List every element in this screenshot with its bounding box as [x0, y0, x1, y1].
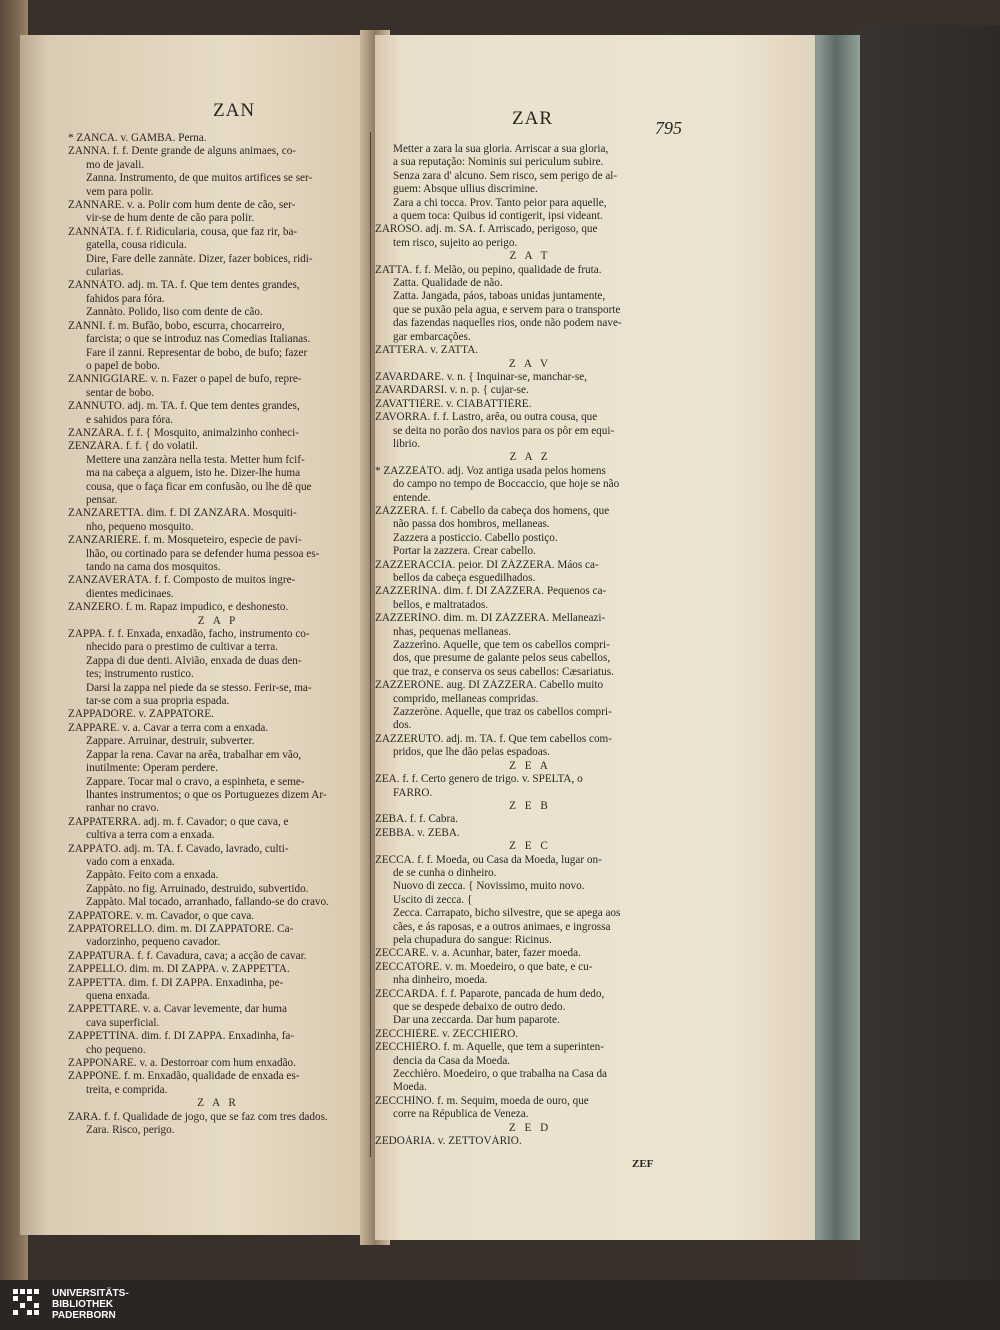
section-letters: Z E C — [509, 840, 551, 853]
dictionary-line: Zappare. Arruinar, destruir, subverter. — [86, 735, 255, 748]
dictionary-line: ZAPPADÒRE. v. ZAPPATORE. — [68, 708, 214, 721]
dictionary-line: guem: Absque ullius discrimine. — [393, 183, 538, 196]
dictionary-line: ZEBA. f. f. Cabra. — [375, 813, 458, 826]
dictionary-line: pela chupadura do sangue: Ricinus. — [393, 933, 552, 946]
dictionary-line: mo de javali. — [86, 158, 145, 171]
library-name-line: UNIVERSITÄTS- — [52, 1288, 129, 1299]
dictionary-line: gar embarcações. — [393, 330, 471, 343]
dictionary-line: ZENZÀRA. f. f. { do volatil. — [68, 440, 198, 453]
dictionary-line: ZANZERO. f. m. Rapaz impudico, e deshonesto. — [68, 601, 289, 614]
dictionary-line: entende. — [393, 491, 431, 504]
dictionary-line: Zecca. Carrapato, bicho silvestre, que se apega aos — [393, 907, 621, 920]
dictionary-line: vadorzinho, pequeno cavador. — [86, 936, 221, 949]
dictionary-line: o papel de bobo. — [86, 359, 160, 372]
dictionary-line: ZEBBA. v. ZEBA. — [375, 826, 460, 839]
dictionary-line: ZÀZZERA. f. f. Cabello da cabeça dos homens, que — [375, 504, 610, 517]
section-letters: Z A Z — [509, 451, 551, 464]
dictionary-line: ZAPPATERRA. adj. m. f. Cavador; o que cava, e — [68, 815, 289, 828]
dictionary-line: ZAPPARE. v. a. Cavar a terra com a enxada. — [68, 721, 269, 734]
dictionary-line: dos, que presume de galante pelos seus cabellos, — [393, 652, 611, 665]
dictionary-line: cava superficial. — [86, 1016, 160, 1029]
dictionary-line: ZANZÀRA. f. f. { Mosquito, animalzinho conheci- — [68, 426, 299, 439]
dictionary-line: ZAVARDARSI. v. n. p. { cujar-se. — [375, 384, 529, 397]
dictionary-line: ZECCHIÈRE. v. ZECCHIÈRO. — [375, 1027, 519, 1040]
dictionary-line: ZARA. f. f. Qualidade de jogo, que se faz com tres dados. — [68, 1110, 328, 1123]
dictionary-line: ZANNIGGIARE. v. n. Fazer o papel de bufo, repre- — [68, 373, 302, 386]
dictionary-line: não passa dos hombros, mellaneas. — [393, 518, 550, 531]
dictionary-line: nho, pequeno mosquito. — [86, 520, 194, 533]
dictionary-line: Dire, Fare delle zannàte. Dizer, fazer bobices, ridi- — [86, 252, 313, 265]
dictionary-line: treita, e comprida. — [86, 1083, 168, 1096]
dictionary-line: sentar de bobo. — [86, 386, 155, 399]
dictionary-line: cularias. — [86, 266, 124, 279]
dictionary-line: ZEA. f. f. Certo genero de trigo. v. SPELTA, o — [375, 773, 583, 786]
dictionary-line: ZECCA. f. f. Moeda, ou Casa da Moeda, lugar on- — [375, 853, 602, 866]
dictionary-line: tem risco, sujeito ao perigo. — [393, 236, 518, 249]
dictionary-line: dos. — [393, 719, 412, 732]
dictionary-line: ZECCHÌNO. f. m. Sequim, moeda de ouro, que — [375, 1094, 589, 1107]
dictionary-line: ZAPPATORELLO. dim. m. DI ZAPPATORE. Ca- — [68, 922, 294, 935]
dictionary-line: Zappa di due denti. Alvião, enxada de duas den- — [86, 654, 302, 667]
dictionary-line: ZAPPA. f. f. Enxada, enxadão, facho, instrumento co- — [68, 628, 310, 641]
dictionary-line: que se puxão pela agua, e servem para o transporte — [393, 303, 621, 316]
dictionary-line: Zara a chi tocca. Prov. Tanto peior para aquelle, — [393, 196, 607, 209]
section-letters: Z E D — [508, 1121, 552, 1134]
dictionary-line: bellos, e maltratados. — [393, 598, 489, 611]
dictionary-line: ranhar no cravo. — [86, 802, 159, 815]
dictionary-line: ma na cabeça a alguem, isto he. Dizer-lhe huma — [86, 467, 301, 480]
dictionary-line: lhão, ou cortinado para se defender huma pessoa es- — [86, 547, 320, 560]
dictionary-line: Metter a zara la sua gloria. Arriscar a sua gloria, — [393, 143, 609, 155]
dictionary-line: Uscito di zecca. { — [393, 893, 473, 906]
dictionary-line: FARRO. — [393, 786, 433, 799]
dictionary-line: ZANNA. f. f. Dente grande de alguns animaes, co- — [68, 145, 297, 158]
dictionary-line: Portar la zazzera. Crear cabello. — [393, 545, 536, 558]
column-rule — [370, 132, 371, 1157]
dictionary-line: fahidos para fóra. — [86, 292, 165, 305]
dictionary-line: Mettere una zanzàra nella testa. Metter hum fcif- — [86, 453, 305, 466]
dictionary-line: ZAPPATÙRA. f. f. Cavadura, cava; a acção de cavar. — [68, 949, 307, 962]
dictionary-line: cães, e ás raposas, e a outros animaes, e ingrossa — [393, 920, 611, 933]
section-letters: Z E A — [509, 759, 551, 772]
dictionary-line: vem para polir. — [86, 185, 154, 198]
dictionary-line: a quem toca: Quibus id contigerit, ipsi videant. — [393, 210, 603, 223]
dictionary-line: ZAZZERACCIA. peior. DI ZÀZZERA. Máos ca- — [375, 558, 599, 571]
dictionary-line: nhecido para o prestimo de cultivar a terra. — [86, 641, 278, 654]
dictionary-line: Zecchièro. Moedeiro, o que trabalha na Casa da — [393, 1068, 608, 1081]
dictionary-line: ZANZAVERÀTA. f. f. Composto de muitos ingre- — [68, 574, 296, 587]
dictionary-line: ZAZZERÙTO. adj. m. TA. f. Que tem cabellos com- — [375, 732, 612, 745]
dictionary-line: ZECCARE. v. a. Acunhar, bater, fazer moeda. — [375, 947, 581, 960]
dictionary-line: bellos da cabeça esguedilhados. — [393, 572, 536, 584]
dictionary-line: das fazendas naquelles rios, onde não podem nave- — [393, 317, 622, 330]
dictionary-line: vir-se de hum dente de cão para polir. — [86, 212, 255, 225]
dictionary-line: ZECCARDA. f. f. Paparote, pancada de hum dedo, — [375, 987, 605, 1000]
dictionary-line: Senza zara d' alcuno. Sem risco, sem perigo de al- — [393, 169, 618, 182]
library-name — [52, 1288, 129, 1321]
dictionary-line: ZANNÀTA. f. f. Ridicularia, cousa, que faz rir, ba- — [68, 225, 298, 238]
dictionary-line: Zatta. Qualidade de não. — [393, 277, 503, 290]
dictionary-line: comprido, mellaneas compridas. — [393, 692, 539, 705]
dictionary-line: a sua reputação: Nominis sui periculum subire. — [393, 156, 604, 169]
dictionary-line: dencia da Casa da Moeda. — [393, 1054, 511, 1067]
dictionary-line: corre na Républica de Veneza. — [393, 1108, 529, 1121]
dictionary-line: ZANNARE. v. a. Polir com hum dente de cão, ser- — [68, 199, 296, 212]
dictionary-line: Zazzerìno. Aquelle, que tem os cabellos compri- — [393, 639, 610, 652]
dictionary-line: gatella, cousa ridicula. — [86, 239, 187, 252]
left-column — [68, 132, 368, 1137]
dictionary-line: nhas, pequenas mellaneas. — [393, 625, 512, 638]
dictionary-line: ZAVATTIÈRE. v. CIABATTIÈRE. — [375, 397, 532, 410]
dictionary-line: ZAPPATORE. v. m. Cavador, o que cava. — [68, 909, 255, 922]
section-letters: Z E B — [509, 799, 551, 812]
dictionary-line: Moeda. — [393, 1081, 427, 1094]
dictionary-line: * ZAZZEÀTO. adj. Voz antiga usada pelos homens — [375, 464, 606, 477]
dictionary-line: de se cunha o dinheiro. — [393, 866, 497, 879]
section-letters: Z A V — [508, 357, 552, 370]
dictionary-line: lhantes instrumentos; o que os Portuguezes dizem Ar- — [86, 788, 327, 801]
header-left: ZAN — [213, 100, 256, 121]
dictionary-line: Zara. Risco, perigo. — [86, 1124, 175, 1137]
dictionary-line: ZARÒSO. adj. m. SA. f. Arriscado, perigoso, que — [375, 223, 598, 236]
section-letters: Z A R — [197, 1097, 239, 1110]
dictionary-line: ZAPPETTÌNA. dim. f. DI ZAPPA. Enxadinha, fa- — [68, 1030, 295, 1043]
right-column — [375, 143, 685, 1148]
dictionary-line: ZAZZERÌNA. dim. f. DI ZÀZZERA. Pequenos ca- — [375, 585, 607, 598]
dictionary-line: Zappàto. Feito com a enxada. — [86, 869, 219, 882]
dictionary-line: ZATTA. f. f. Melão, ou pepino, qualidade de fruta. — [375, 263, 602, 276]
dictionary-line: Nuovo di zecca. { Novissimo, muito novo. — [393, 880, 585, 893]
dictionary-line: ZAPPELLO. dim. m. DI ZAPPA. v. ZAPPETTA. — [68, 963, 290, 976]
dictionary-line: librio. — [393, 437, 421, 450]
dictionary-line: Zannàto. Polido, liso com dente de cão. — [86, 306, 263, 319]
dictionary-line: ZAZZERÌNO. dim. m. DI ZÀZZERA. Mellaneazi- — [375, 612, 606, 625]
dictionary-line: ZANZARETTA. dim. f. DI ZANZÀRA. Mosquiti- — [68, 507, 297, 520]
dictionary-line: ZAPPÀTO. adj. m. TA. f. Cavado, lavrado, culti- — [68, 842, 289, 855]
dictionary-line: cho pequeno. — [86, 1043, 146, 1056]
dictionary-line: cousa, que o faça ficar em confusão, ou lhe dê que — [86, 480, 312, 493]
dictionary-line: Dar una zeccarda. Dar hum paparote. — [393, 1014, 560, 1027]
library-name-line: BIBLIOTHEK — [52, 1299, 114, 1310]
background-right — [855, 25, 1000, 1280]
library-name-line: PADERBORN — [52, 1310, 116, 1321]
dictionary-line: ZANNI. f. m. Bufão, bobo, escurra, chocarreiro, — [68, 319, 285, 332]
dictionary-line: ZATTERA. v. ZATTA. — [375, 344, 479, 357]
section-letters: Z A P — [197, 614, 239, 627]
dictionary-line: ZAPPETTARE. v. a. Cavar levemente, dar huma — [68, 1003, 287, 1016]
dictionary-line: inutilmente: Operam perdere. — [86, 762, 219, 775]
dictionary-line: ZANNÀTO. adj. m. TA. f. Que tem dentes grandes, — [68, 279, 300, 292]
dictionary-line: Zappàto. Mal tocado, arranhado, fallando-se do cravo. — [86, 896, 329, 909]
dictionary-line: pridos, que lhe dão pelas espadoas. — [393, 746, 550, 759]
dictionary-line: tar-se com a sua propria espada. — [86, 695, 230, 708]
dictionary-line: quena enxada. — [86, 990, 150, 1002]
dictionary-line: Zappar la rena. Cavar na arêa, trabalhar em vão, — [86, 748, 302, 761]
library-logo-icon — [10, 1285, 46, 1325]
dictionary-line: do campo no tempo de Boccaccio, que hoje se não — [393, 478, 620, 491]
dictionary-line: farcista; o que se introduz nas Comedias Italianas. — [86, 333, 311, 346]
dictionary-line: ZANNUTO. adj. m. TA. f. Que tem dentes grandes, — [68, 400, 300, 413]
section-letters: Z A T — [509, 250, 551, 263]
dictionary-line: ZAPPONARE. v. a. Destorroar com hum enxadão. — [68, 1057, 296, 1070]
dictionary-line: Zazzeròne. Aquelle, que traz os cabellos compri- — [393, 706, 612, 719]
dictionary-line: que traz, e conserva os seus cabellos: Cæsariatus. — [393, 665, 614, 678]
dictionary-line: Zappàto. no fig. Arruinado, destruido, subvertido. — [86, 882, 309, 895]
dictionary-line: ZAVARDARE. v. n. { Inquinar-se, manchar-se, — [375, 370, 587, 383]
dictionary-line: pensar. — [86, 493, 118, 506]
dictionary-line: ZAZZERÒNE. aug. DI ZÀZZERA. Cabello muito — [375, 679, 604, 692]
header-right: ZAR — [512, 108, 553, 129]
dictionary-line: nha dinheiro, moeda. — [393, 974, 488, 987]
dictionary-line: Zappare. Tocar mal o cravo, a espinheta, e seme- — [86, 775, 305, 788]
dictionary-line: Zazzera a posticcio. Cabello postiço. — [393, 531, 558, 544]
dictionary-line: dientes medicinaes. — [86, 587, 174, 600]
dictionary-line: ZECCHIÈRO. f. m. Aquelle, que tem a superinten- — [375, 1041, 604, 1054]
dictionary-line: ZAVORRA. f. f. Lastro, arêa, ou outra cousa, que — [375, 411, 598, 424]
dictionary-line: tes; instrumento rustico. — [86, 668, 194, 681]
dictionary-line: Zanna. Instrumento, de que muitos artifices se ser- — [86, 172, 313, 185]
dictionary-line: se deita no porão dos navios para os pôr em equi- — [393, 424, 615, 437]
dictionary-line: cultiva a terra com a enxada. — [86, 829, 215, 842]
dictionary-line: tando na cama dos mosquitos. — [86, 561, 221, 573]
page-number: 795 — [655, 118, 682, 138]
dictionary-line: ZANZARIÈRE. f. m. Mosqueteiro, especie de pavi- — [68, 534, 302, 547]
dictionary-line: ZEDOÀRIA. v. ZETTOVÀRIO. — [375, 1135, 522, 1148]
dictionary-line: Fare il zanni. Representar de bobo, de bufo; fazer — [86, 346, 308, 359]
dictionary-line: Darsi la zappa nel piede da se stesso. Ferir-se, ma- — [86, 681, 312, 694]
dictionary-line: e sahidos para fóra. — [86, 413, 173, 426]
dictionary-line: * ZANCA. v. GAMBA. Perna. — [68, 132, 207, 144]
dictionary-line: Zatta. Jangada, páos, taboas unidas juntamente, — [393, 290, 606, 303]
footer-bar — [0, 1280, 1000, 1330]
catchword: ZEF — [632, 1158, 654, 1170]
dictionary-line: ZAPPETTA. dim. f. DI ZAPPA. Enxadinha, pe- — [68, 976, 284, 989]
dictionary-line: vado com a enxada. — [86, 855, 175, 868]
dictionary-line: ZAPPÒNE. f. m. Enxadão, qualidade de enxada es- — [68, 1070, 300, 1083]
dictionary-line: ZECCATORE. v. m. Moedeiro, o que bate, e cu- — [375, 960, 593, 973]
dictionary-line: que se despede debaixo de outro dedo. — [393, 1001, 566, 1013]
